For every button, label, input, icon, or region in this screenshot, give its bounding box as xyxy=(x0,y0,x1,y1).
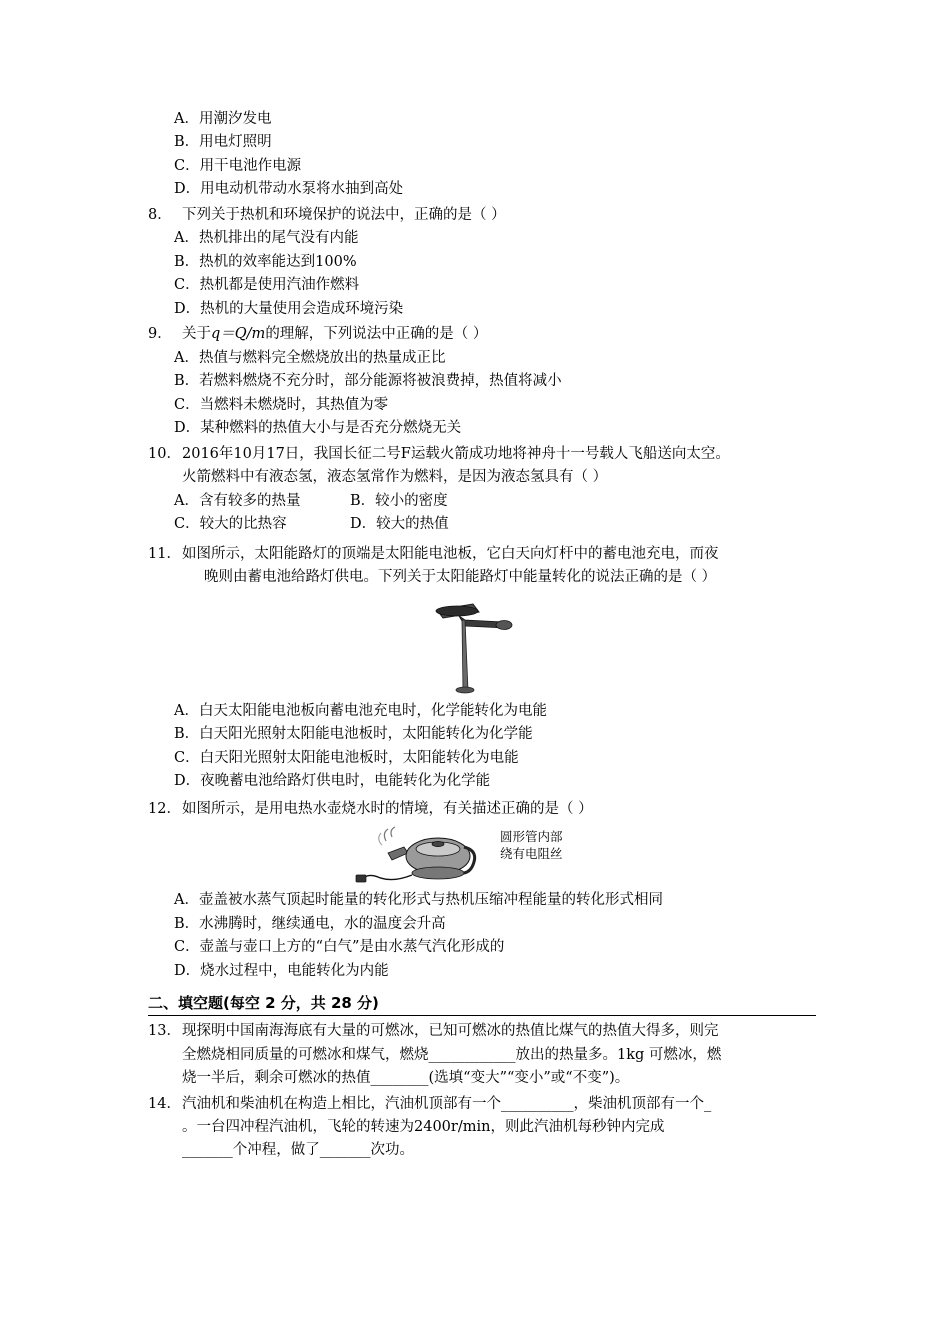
option-d xyxy=(350,513,449,536)
option-c xyxy=(148,274,816,297)
question-number: 12． xyxy=(148,800,181,817)
option-label: C． xyxy=(174,749,200,766)
option-c xyxy=(148,155,816,178)
option-text: 白天阳光照射太阳能电池板时，太阳能转化为电能 xyxy=(199,749,519,766)
option-d xyxy=(148,417,816,440)
question-stem-line2: 晚则由蓄电池给路灯供电。下列关于太阳能路灯中能量转化的说法正确的是（ ） xyxy=(204,569,717,586)
option-d xyxy=(148,178,816,201)
figure-note xyxy=(500,829,563,863)
option-text: 用电动机带动水泵将水抽到高处 xyxy=(200,181,404,198)
option-text: 若燃料燃烧不充分时，部分能源将被浪费掉，热值将减小 xyxy=(199,373,562,390)
question-stem xyxy=(148,1093,816,1116)
option-d xyxy=(148,960,816,983)
option-text: 夜晚蓄电池给路灯供电时，电能转化为化学能 xyxy=(200,773,491,790)
question-10 xyxy=(148,443,816,537)
question-line2: 全燃烧相同质量的可燃冰和煤气，燃烧____________放出的热量多。1kg 可燃冰，燃 xyxy=(182,1046,722,1063)
question-12 xyxy=(148,798,816,983)
option-label: B． xyxy=(174,134,200,151)
question-number: 13． xyxy=(148,1023,181,1040)
option-label: B． xyxy=(350,492,376,509)
question-stem xyxy=(148,204,816,227)
question-stem xyxy=(148,1020,816,1043)
question-7-options xyxy=(148,108,816,202)
question-number: 8． xyxy=(148,206,172,223)
stem-suffix: 的理解，下列说法中正确的是（ ） xyxy=(265,326,488,343)
option-b xyxy=(148,131,816,154)
question-line3: _______个冲程，做了_______次功。 xyxy=(182,1142,414,1159)
question-text: 下列关于热机和环境保护的说法中，正确的是（ ） xyxy=(182,206,506,223)
option-c xyxy=(148,747,816,770)
option-a xyxy=(148,108,816,131)
figure-note-line1: 圆形管内部 xyxy=(500,829,563,845)
option-text: 较小的密度 xyxy=(375,492,448,509)
question-stem xyxy=(148,543,816,566)
option-c xyxy=(174,513,350,536)
option-text: 热机都是使用汽油作燃料 xyxy=(199,277,360,294)
option-label: A． xyxy=(174,492,199,509)
solar-lamp-illustration xyxy=(407,594,557,694)
question-text: 现探明中国南海海底有大量的可燃冰，已知可燃冰的热值比煤气的热值大得多，则完 xyxy=(182,1023,719,1040)
option-text: 水沸腾时，继续通电，水的温度会升高 xyxy=(199,915,446,932)
option-label: C． xyxy=(174,277,200,294)
question-text: 如图所示，是用电热水壶烧水时的情境，有关描述正确的是（ ） xyxy=(182,800,593,817)
option-b xyxy=(350,490,448,513)
option-text: 当燃料未燃烧时，其热值为零 xyxy=(199,396,389,413)
document-content xyxy=(148,108,816,1165)
question-stem xyxy=(148,323,816,346)
option-d xyxy=(148,770,816,793)
option-row-ab xyxy=(148,490,816,513)
option-label: C． xyxy=(174,939,200,956)
option-label: C． xyxy=(174,396,200,413)
option-label: B． xyxy=(174,726,200,743)
option-row-cd xyxy=(148,513,816,536)
option-text: 用干电池作电源 xyxy=(199,157,302,174)
question-9 xyxy=(148,323,816,440)
option-text: 白天太阳能电池板向蓄电池充电时，化学能转化为电能 xyxy=(198,702,547,719)
option-label: A． xyxy=(174,230,199,247)
option-label: C． xyxy=(174,157,200,174)
formula: q＝Q/m xyxy=(211,326,266,343)
question-text: 2016年10月17日，我国长征二号F运载火箭成功地将神舟十一号载人飞船送向太空。 xyxy=(182,445,730,462)
question-stem xyxy=(148,798,816,821)
option-label: B． xyxy=(174,253,200,270)
option-a xyxy=(174,490,350,513)
option-a xyxy=(148,700,816,723)
figure-electric-kettle xyxy=(148,823,816,885)
question-8 xyxy=(148,204,816,321)
question-number: 10． xyxy=(148,445,181,462)
option-text: 用潮汐发电 xyxy=(198,111,272,127)
option-label: D． xyxy=(174,300,201,317)
option-text: 热值与燃料完全燃烧放出的热量成正比 xyxy=(198,349,446,366)
option-c xyxy=(148,394,816,417)
question-line3: 烧一半后，剩余可燃冰的热值________(选填“变大”“变小”或“不变”)。 xyxy=(182,1070,630,1087)
option-text: 某种燃料的热值大小与是否充分燃烧无关 xyxy=(200,420,462,437)
solar-lamp-icon xyxy=(407,594,557,694)
question-stem xyxy=(148,443,816,466)
option-label: A． xyxy=(174,111,199,127)
question-11 xyxy=(148,543,816,794)
kettle-illustration xyxy=(352,823,612,885)
option-a xyxy=(148,889,816,912)
option-label: D． xyxy=(174,181,201,198)
option-text: 壶盖与壶口上方的“白气”是由水蒸气汽化形成的 xyxy=(199,939,505,956)
question-number: 9． xyxy=(148,326,172,343)
option-label: D． xyxy=(350,516,377,533)
option-b xyxy=(148,251,816,274)
option-text: 用电灯照明 xyxy=(199,134,272,151)
question-text: 汽油机和柴油机在构造上相比，汽油机顶部有一个__________，柴油机顶部有一个_ xyxy=(182,1095,712,1112)
option-b xyxy=(148,913,816,936)
question-text xyxy=(182,323,816,346)
option-text: 白天阳光照射太阳能电池板时，太阳能转化为化学能 xyxy=(199,726,533,743)
option-label: B． xyxy=(174,915,200,932)
stem-prefix: 关于 xyxy=(182,326,211,343)
option-label: C． xyxy=(174,516,200,533)
option-text: 较大的热值 xyxy=(376,516,449,533)
option-a xyxy=(148,227,816,250)
option-c xyxy=(148,936,816,959)
option-label: A． xyxy=(174,892,199,909)
question-number: 11． xyxy=(148,545,181,562)
option-text: 热机的效率能达到100% xyxy=(199,253,357,270)
option-d xyxy=(148,298,816,321)
option-text: 热机排出的尾气没有内能 xyxy=(198,230,359,247)
question-line2: 。一台四冲程汽油机，飞轮的转速为2400r/min，则此汽油机每秒钟内完成 xyxy=(182,1118,665,1135)
option-b xyxy=(148,723,816,746)
option-text: 较大的比热容 xyxy=(199,516,287,533)
option-text: 烧水过程中，电能转化为内能 xyxy=(200,962,389,979)
question-number: 14． xyxy=(148,1095,181,1112)
option-a xyxy=(148,347,816,370)
option-b xyxy=(148,370,816,393)
option-text: 壶盖被水蒸气顶起时能量的转化形式与热机压缩冲程能量的转化形式相同 xyxy=(198,892,663,909)
figure-solar-street-lamp xyxy=(148,594,816,694)
option-text: 热机的大量使用会造成环境污染 xyxy=(200,300,404,317)
question-stem-line2: 火箭燃料中有液态氢，液态氢常作为燃料，是因为液态氢具有（ ） xyxy=(182,469,608,486)
option-label: D． xyxy=(174,962,201,979)
electric-kettle-icon xyxy=(352,823,512,885)
question-text: 如图所示，太阳能路灯的顶端是太阳能电池板，它白天向灯杆中的蓄电池充电，而夜 xyxy=(182,545,719,562)
option-label: D． xyxy=(174,773,201,790)
figure-note-line2: 绕有电阻丝 xyxy=(500,845,563,861)
question-13 xyxy=(148,1020,816,1090)
option-text: 含有较多的热量 xyxy=(198,492,301,509)
option-label: A． xyxy=(174,349,199,366)
section-title-fill-in-blank: 二、填空题(每空 2 分，共 28 分) xyxy=(148,993,816,1016)
question-14 xyxy=(148,1093,816,1163)
option-label: A． xyxy=(174,702,199,719)
option-label: D． xyxy=(174,420,201,437)
option-label: B． xyxy=(174,373,200,390)
